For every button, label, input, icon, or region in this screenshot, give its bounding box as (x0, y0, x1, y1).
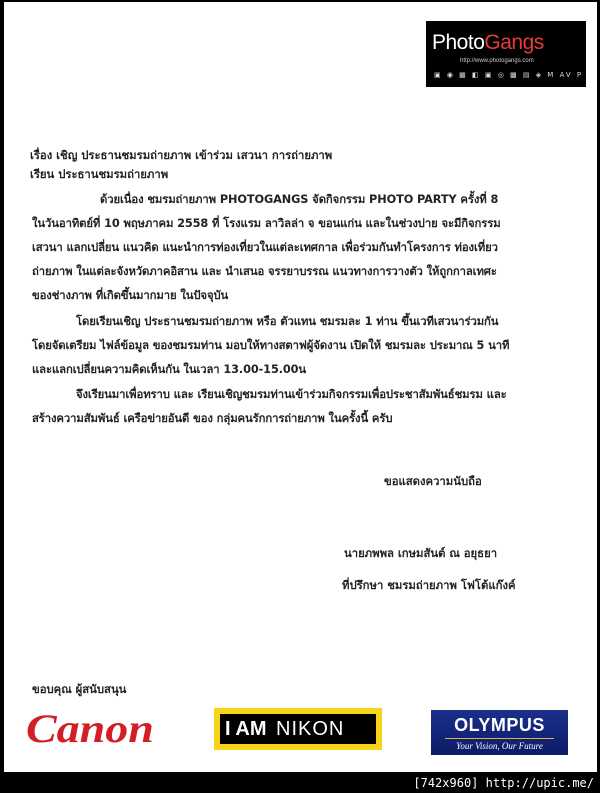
paragraph1-line: ในวันอาทิตย์ที่ 10 พฤษภาคม 2558 ที่ โรงแรม ลาวิลล่า จ ขอนแก่น และในช่วงบ่าย จะมีกิจกรรม (32, 217, 501, 230)
logo-camera-icons: ▣ ◉ ▦ ◧ ▣ ◎ ▩ ▤ ◈ M AV P (434, 71, 584, 79)
canon-logo: Canon (26, 706, 154, 751)
paragraph2-line: โดยจัดเตรียม ไฟล์ข้อมูล ของชมรมท่าน มอบให้ทางสตาฟผู้จัดงาน เปิดให้ ชมรมละ ประมาณ 5 นาที (32, 339, 510, 352)
paragraph2-line: โดยเรียนเชิญ ประธานชมรมถ่ายภาพ หรือ ตัวแทน ชมรมละ 1 ท่าน ขึ้นเวทีเสวนาร่วมกัน (76, 315, 499, 328)
logo-title (432, 30, 544, 56)
olympus-divider (445, 738, 554, 739)
paragraph1-line: ด้วยเนื่อง ชมรมถ่ายภาพ PHOTOGANGS จัดกิจกรรม PHOTO PARTY ครั้งที่ 8 (100, 193, 499, 206)
nikon-logo (214, 708, 382, 750)
letter-page (4, 2, 597, 772)
nikon-prefix: I AM (225, 718, 267, 740)
image-host-watermark: [742x960] http://upic.me/ (413, 776, 594, 790)
signer-title: ที่ปรึกษา ชมรมถ่ายภาพ โฟโต้แก๊งค์ (342, 579, 516, 592)
nikon-logo-inner (220, 714, 376, 744)
closing-text: ขอแสดงความนับถือ (384, 475, 482, 488)
photogangs-logo (426, 21, 586, 87)
sponsors-label: ขอบคุณ ผู้สนับสนุน (32, 683, 127, 696)
olympus-logo (431, 710, 568, 755)
letter-subject: เรื่อง เชิญ ประธานชมรมถ่ายภาพ เข้าร่วม เสวนา การถ่ายภาพ (30, 149, 333, 162)
olympus-tagline: Your Vision, Our Future (456, 741, 543, 751)
letter-recipient: เรียน ประธานชมรมถ่ายภาพ (30, 168, 169, 181)
paragraph1-line: ถ่ายภาพ ในแต่ละจังหวัดภาคอิสาน และ นำเสนอ จรรยาบรรณ แนวทางการวางตัว ให้ถูกกาลเทศะ (32, 265, 497, 278)
paragraph1-line: เสวนา แลกเปลี่ยน แนวคิด แนะนำการท่องเที่ยวในแต่ละเทศกาล เพื่อร่วมกันทำโครงการ ท่องเที่ยว (32, 241, 498, 254)
paragraph3-line: จึงเรียนมาเพื่อทราบ และ เรียนเชิญชมรมท่านเข้าร่วมกิจกรรมเพื่อประชาสัมพันธ์ชมรม และ (76, 388, 507, 401)
nikon-brand: NIKON (276, 718, 345, 740)
paragraph2-line: และแลกเปลี่ยนความคิดเห็นกัน ในเวลา 13.00-15.00น (32, 363, 307, 376)
olympus-brand: OLYMPUS (454, 715, 545, 735)
signer-name: นายภพพล เกษมสันต์ ณ อยุธยา (344, 547, 498, 560)
logo-title-photo: Photo (432, 31, 485, 54)
paragraph1-line: ของช่างภาพ ที่เกิดขึ้นมากมาย ในปัจจุบัน (32, 289, 229, 302)
logo-url: http://www.photogangs.com (460, 58, 534, 64)
paragraph3-line: สร้างความสัมพันธ์ เครือข่ายอันดี ของ กลุ่มคนรักการถ่ายภาพ ในครั้งนี้ ครับ (32, 412, 393, 425)
logo-title-gangs: Gangs (484, 31, 544, 54)
